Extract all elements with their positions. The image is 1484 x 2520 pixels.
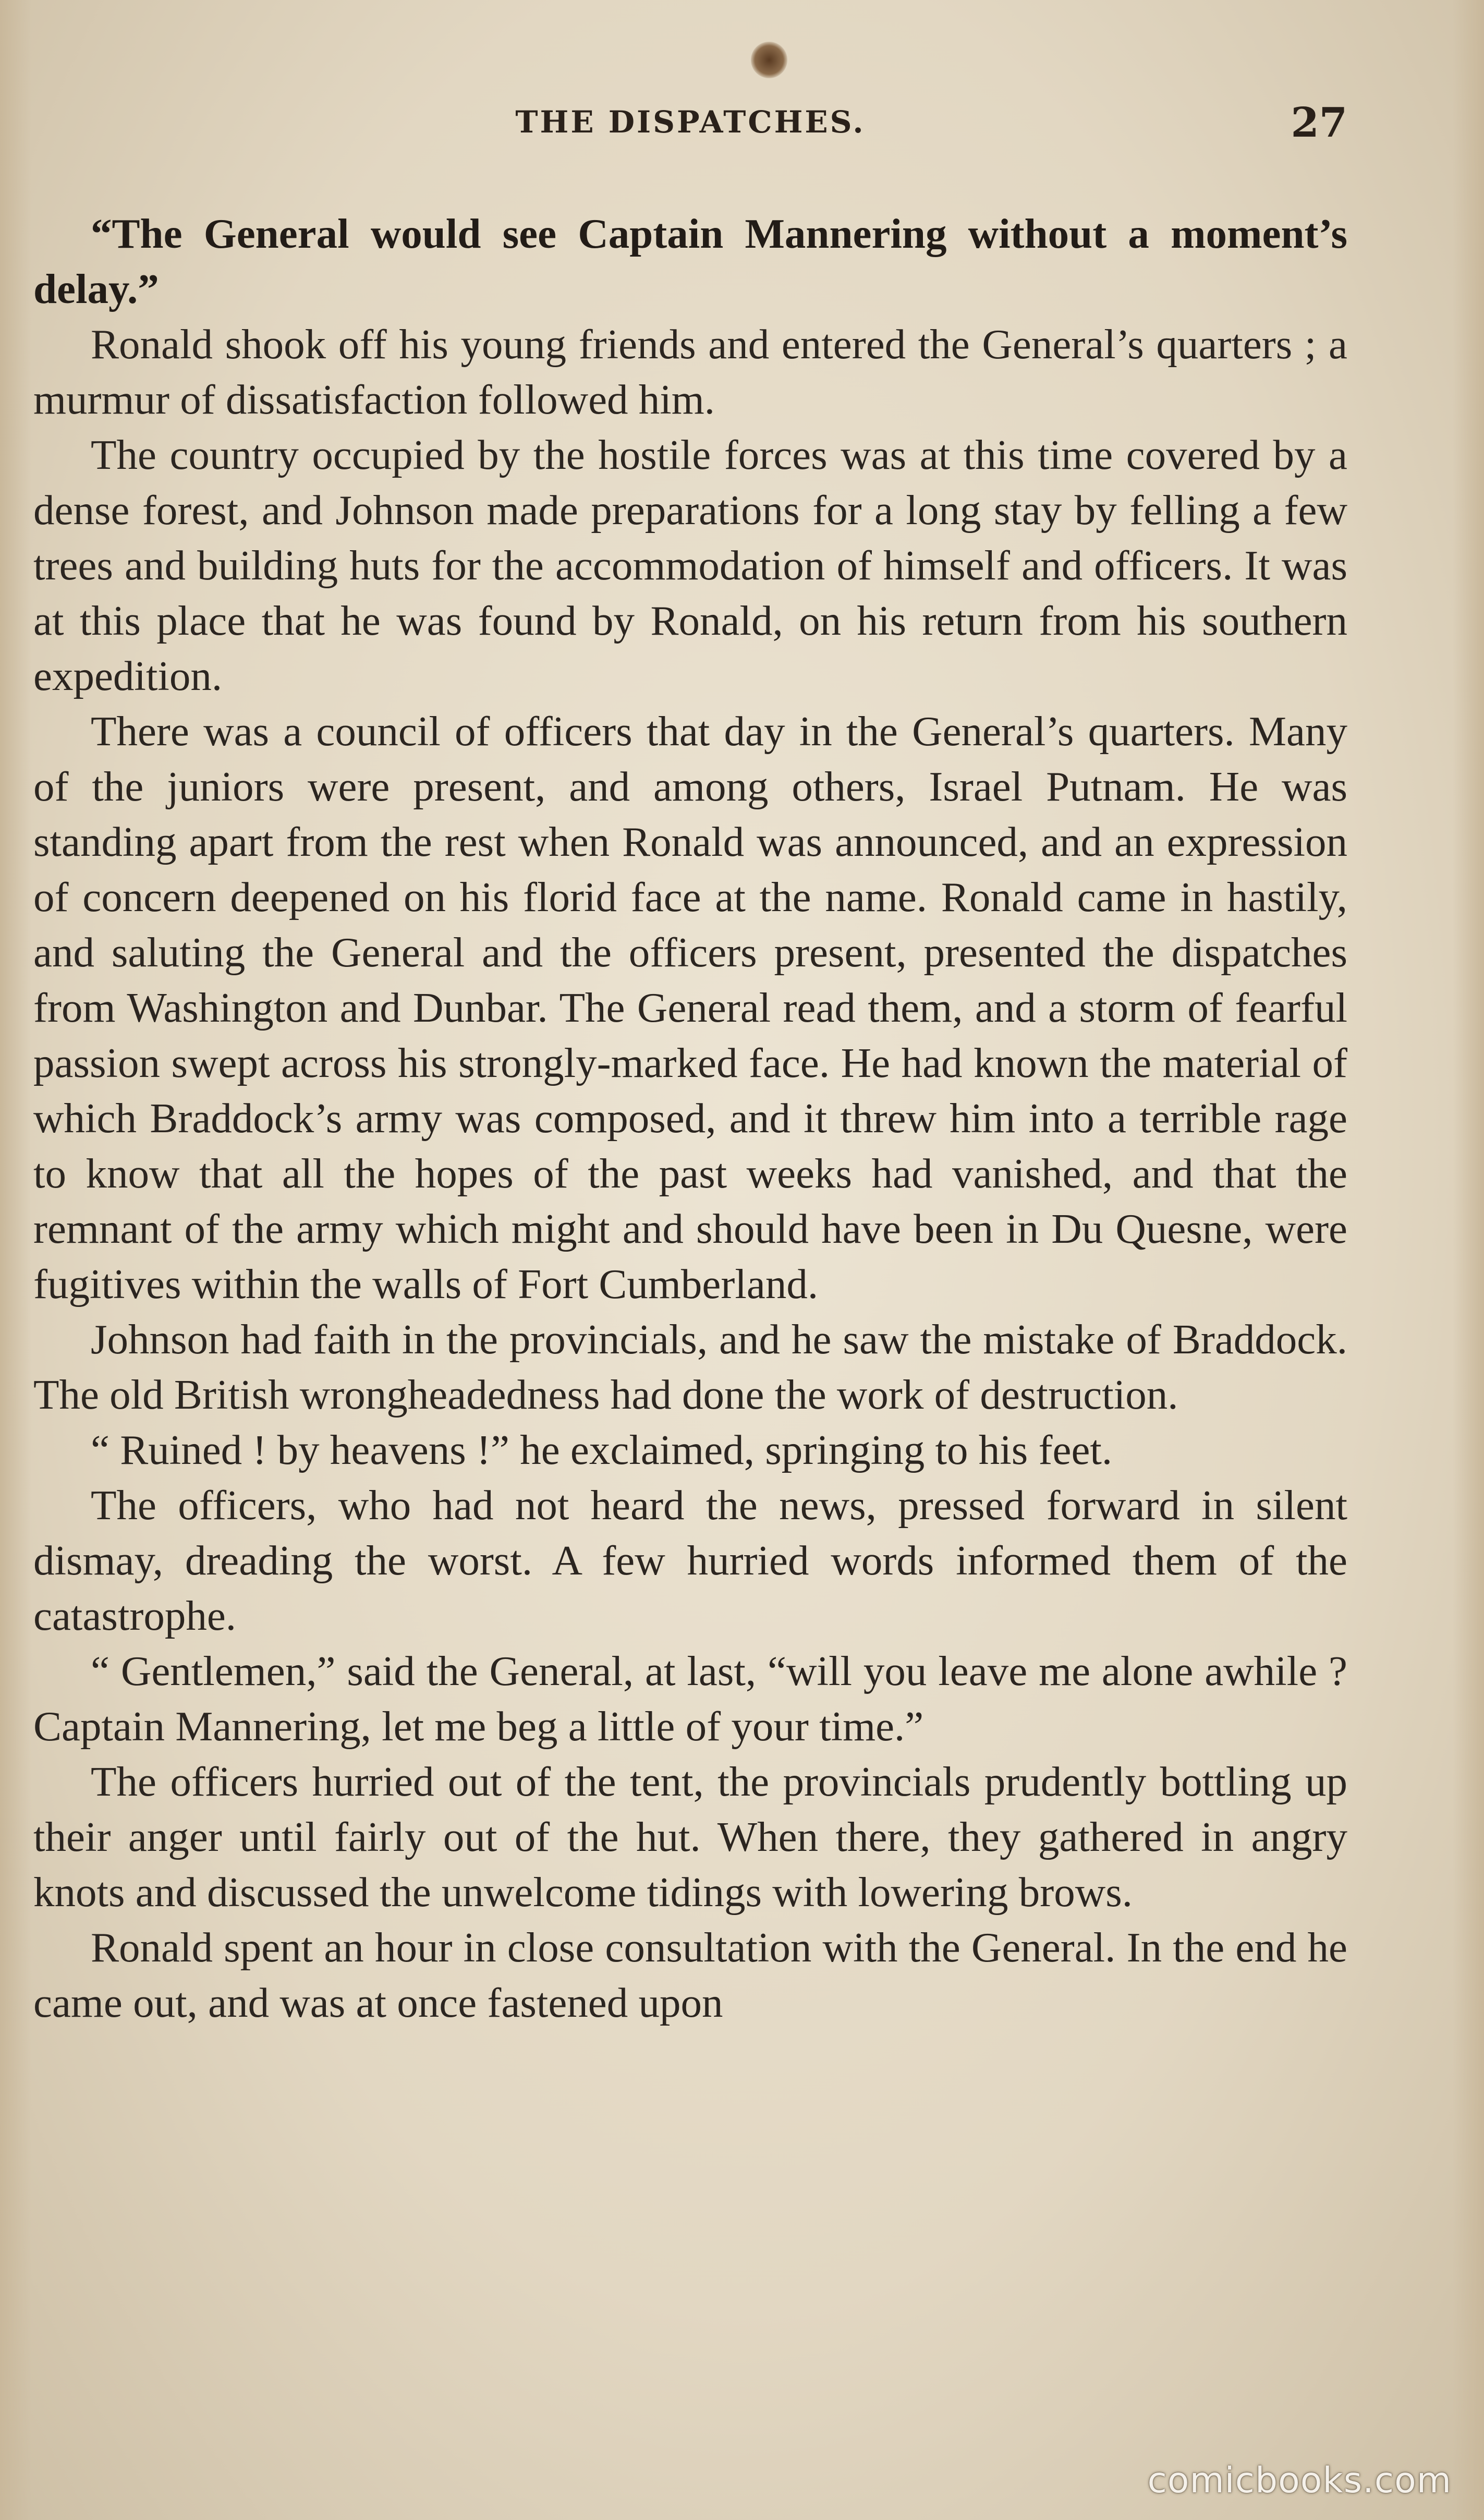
paragraph: The country occupied by the hostile forces was at this time covered by a dense forest, and Johnson made preparations for a long stay by felling a few trees and building huts for the accommodation of himself and officers. It was at this place that he was found by Ronald, on his return from his southern expedition.: [33, 431, 1347, 699]
running-title: THE DISPATCHES.: [515, 104, 866, 140]
paragraph: “ Ruined ! by heavens !” he exclaimed, springing to his feet.: [91, 1426, 1113, 1473]
paragraph: There was a council of officers that day in the General’s quarters. Many of the juniors were present, and among others, Israel Putnam. He was standing apart from the rest when Ronald was announced, and an expression of concern deepened on his florid face at the name. Ronald came in hastily, and saluting the General and the officers present, presented the dispatches from Washington and Dunbar. The General read them, and a storm of fearful passion swept across his strongly-marked face. He had known the material of which Braddock’s army was composed, and it threw him into a terrible rage to know that all the hopes of the past weeks had vanished, and that the remnant of the army which might and should have been in Du Quesne, were fugitives within the walls of Fort Cumberland.: [33, 708, 1347, 1307]
page-edge-shadow-left: [0, 0, 31, 2520]
paragraph: Ronald spent an hour in close consultation with the General. In the end he came out, and was at once fastened upon: [33, 1924, 1347, 2026]
paragraph: “The General would see Captain Mannering without a moment’s delay.”: [33, 210, 1347, 312]
page-edge-shadow-right: [1453, 0, 1484, 2520]
watermark: comicbooks.com: [1147, 2460, 1452, 2501]
paragraph: “ Gentlemen,” said the General, at last, “will you leave me alone awhile ? Captain Mannering, let me beg a little of your time.”: [33, 1647, 1347, 1750]
paragraph: The officers hurried out of the tent, the provincials prudently bottling up their anger until fairly out of the hut. When there, they gathered in angry knots and discussed the unwelcome tidings with lowering brows.: [33, 1758, 1347, 1916]
body-text: [33, 206, 1347, 2030]
page-header: [33, 99, 1347, 151]
paragraph: Ronald shook off his young friends and entered the General’s quarters ; a murmur of dissatisfaction followed him.: [33, 321, 1347, 423]
page-number: 27: [1291, 99, 1347, 147]
paragraph: The officers, who had not heard the news, pressed forward in silent dismay, dreading the worst. A few hurried words informed them of the catastrophe.: [33, 1482, 1347, 1639]
ink-blot: [751, 42, 787, 78]
paragraph: Johnson had faith in the provincials, and he saw the mistake of Braddock. The old British wrongheadedness had done the work of destruction.: [33, 1316, 1347, 1418]
